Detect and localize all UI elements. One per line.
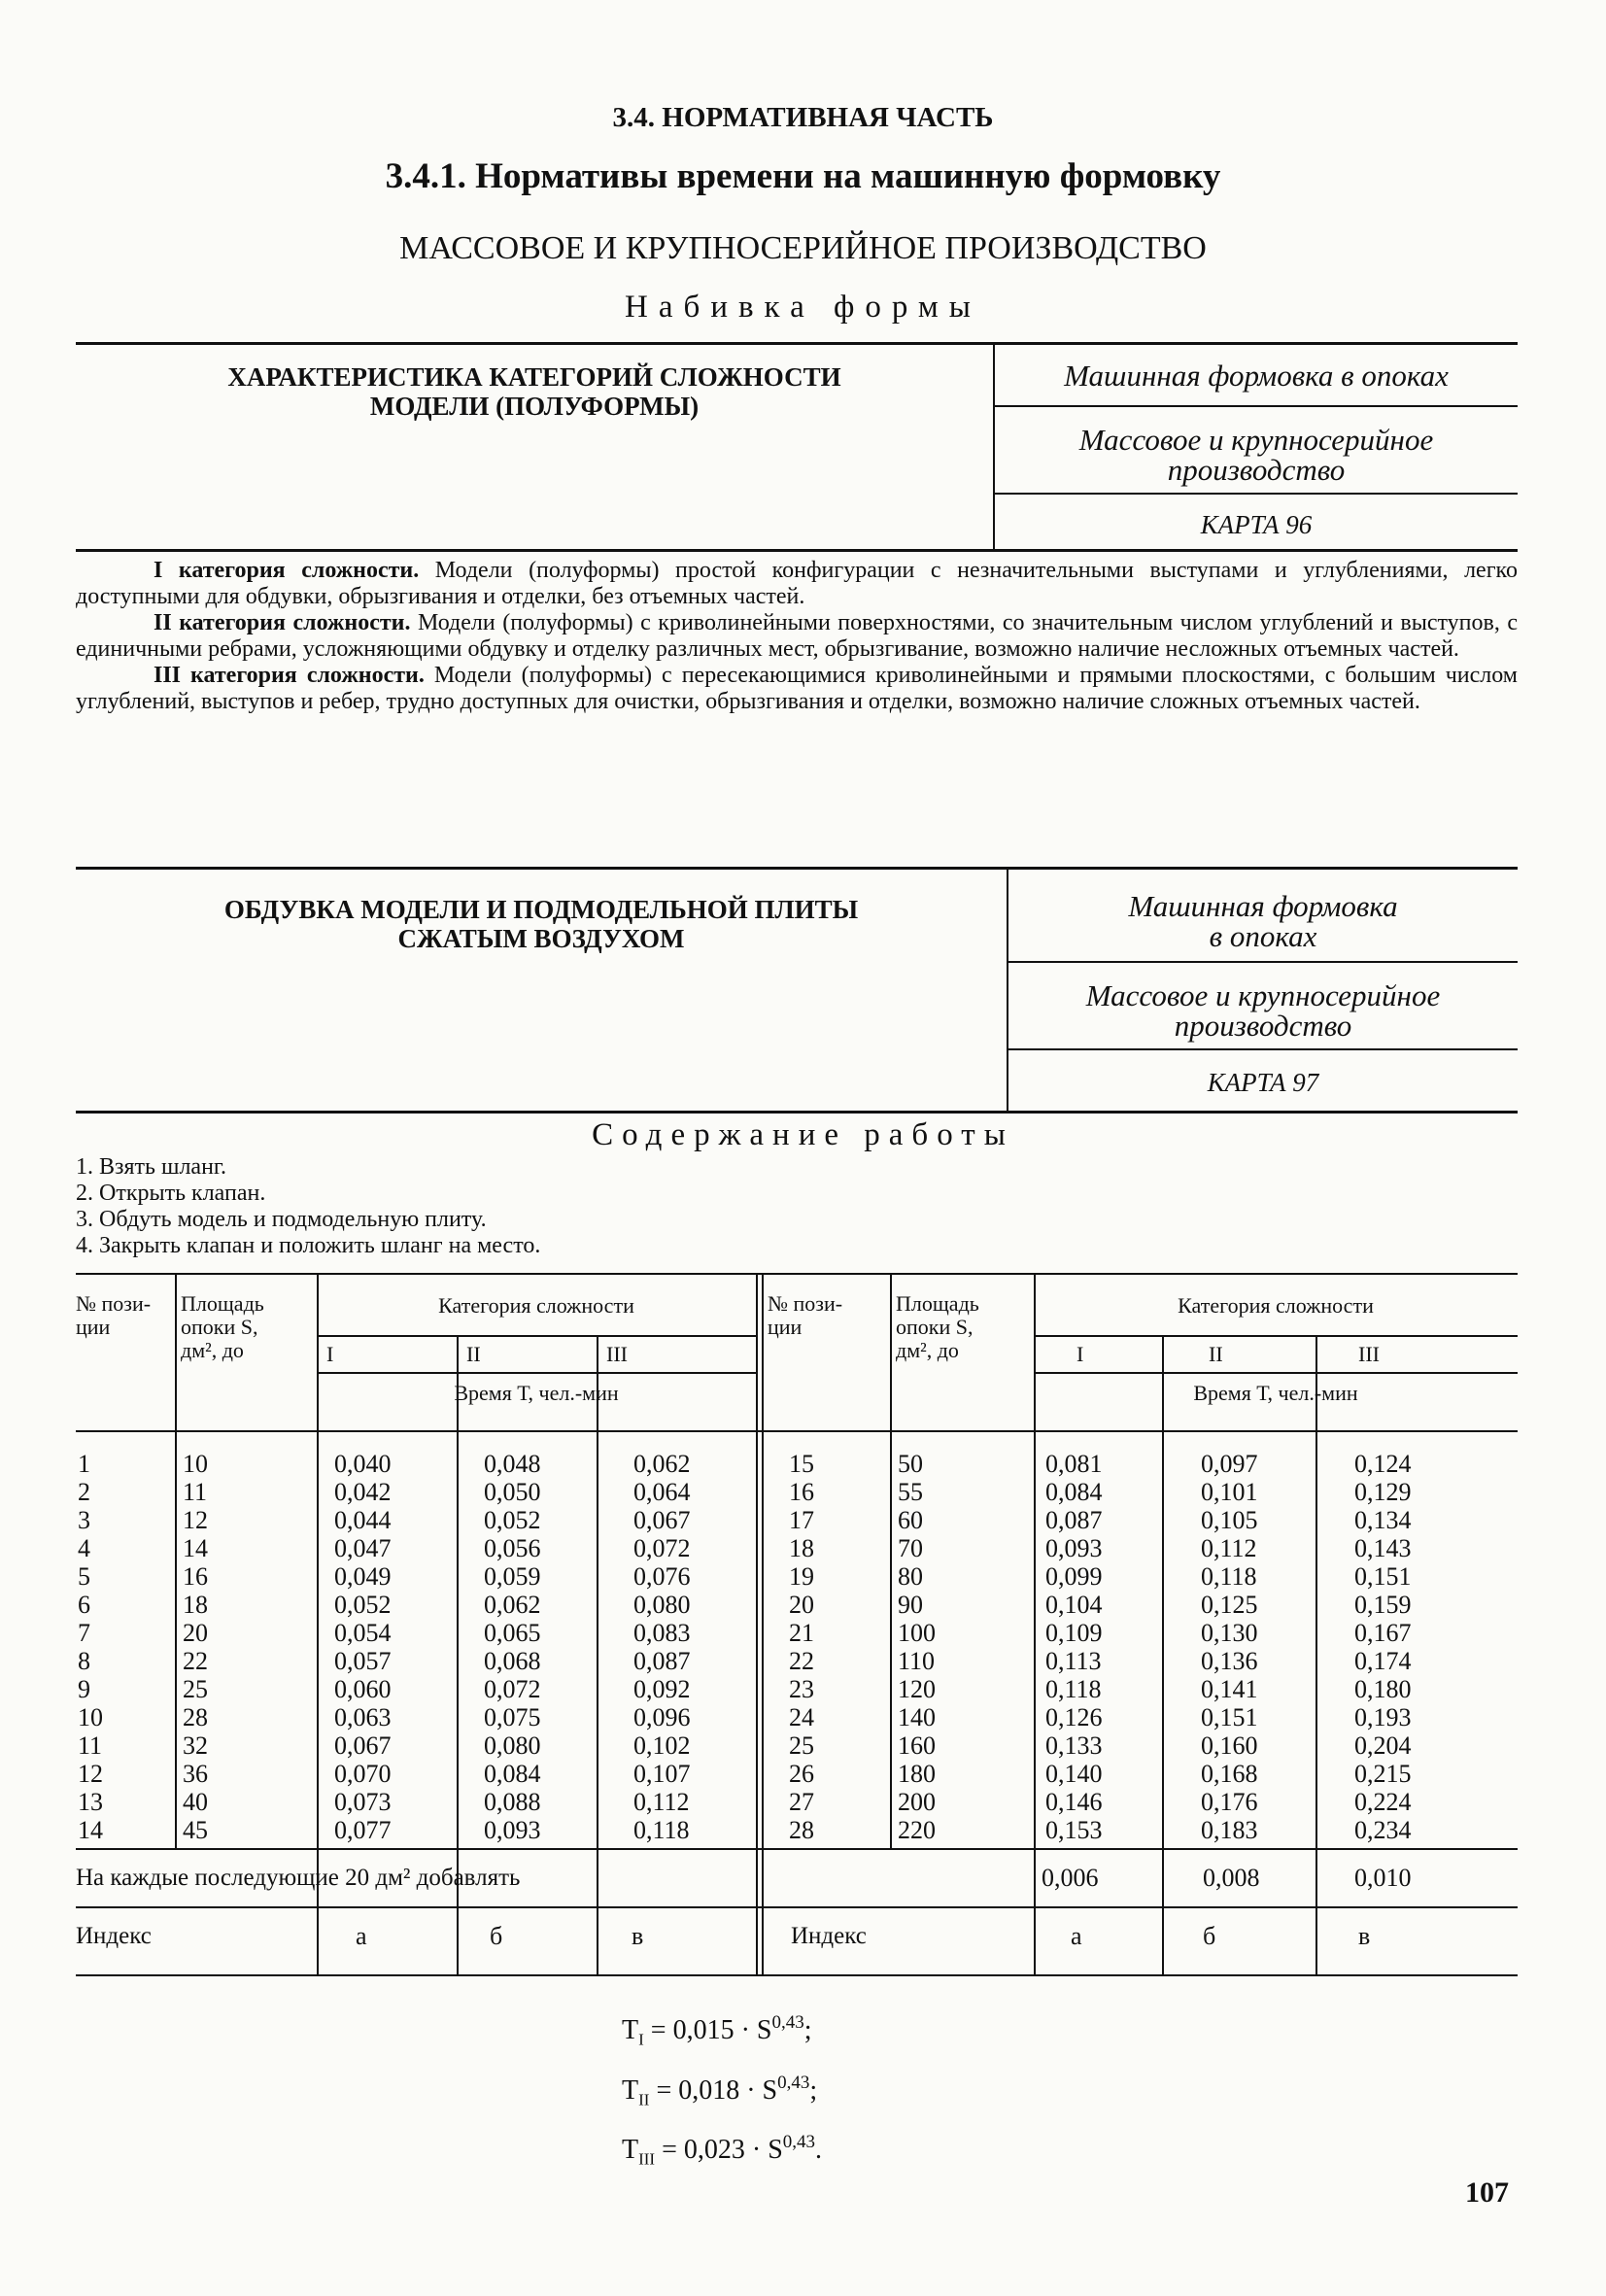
- subsection-heading: 3.4.1. Нормативы времени на машинную формовку: [385, 156, 1221, 196]
- table-cell: 45: [183, 1816, 208, 1844]
- category-2: II категория сложности. Модели (полуформы) с криволинейными поверхностями, со значительным числом углублений и выступов, с единичными ребрами, усложняющими обдувку и отделку различных мест, обрызгивание, возможно наличие несложных отъемных частей.: [76, 610, 1518, 662]
- header-cat-II: II: [1209, 1342, 1223, 1366]
- table-cell: 15: [789, 1450, 814, 1478]
- table-cell: 18: [789, 1534, 814, 1562]
- table-cell: 0,067: [334, 1731, 392, 1760]
- card97-header: [76, 867, 1518, 1114]
- table-cell: 0,096: [633, 1703, 691, 1731]
- table-cell: 220: [898, 1816, 936, 1844]
- table-cell: 0,052: [334, 1591, 392, 1619]
- table-cell: 0,080: [633, 1591, 691, 1619]
- table-cell: 0,097: [1201, 1450, 1258, 1478]
- left-position-column: [78, 1450, 103, 1844]
- right-area-column: [898, 1450, 936, 1844]
- index-label: Индекс: [76, 1923, 152, 1949]
- table-cell: 21: [789, 1619, 814, 1647]
- category-descriptions: [76, 558, 1518, 715]
- table-cell: 0,143: [1354, 1534, 1412, 1562]
- header-cat-I: I: [1076, 1342, 1084, 1366]
- table-cell: 0,118: [1045, 1675, 1102, 1703]
- table-cell: 0,125: [1201, 1591, 1258, 1619]
- table-cell: 0,176: [1201, 1788, 1258, 1816]
- table-cell: 0,056: [484, 1534, 541, 1562]
- table-cell: 0,099: [1045, 1562, 1103, 1591]
- table-cell: 0,040: [334, 1450, 392, 1478]
- increment-value-II: 0,008: [1203, 1864, 1260, 1892]
- table-cell: 20: [183, 1619, 208, 1647]
- card97-production: Массовое и крупносерийное производство: [1008, 980, 1518, 1050]
- header-category: Категория сложности: [1178, 1293, 1374, 1318]
- table-cell: 0,044: [334, 1506, 392, 1534]
- table-cell: 0,134: [1354, 1506, 1412, 1534]
- table-cell: 90: [898, 1591, 923, 1619]
- right-cat-III-column: [1354, 1450, 1412, 1844]
- formula-TII: $T_{II} = 0,018 \cdot S^{0,43}$;: [622, 2072, 818, 2109]
- table-cell: 0,057: [334, 1647, 392, 1675]
- page-number: 107: [1465, 2176, 1509, 2209]
- left-cat-I-column: [334, 1450, 392, 1844]
- card96-label: КАРТА 96: [1200, 510, 1313, 539]
- table-cell: 0,064: [633, 1478, 691, 1506]
- table-cell: 0,193: [1354, 1703, 1412, 1731]
- section-heading: 3.4. НОРМАТИВНАЯ ЧАСТЬ: [612, 102, 994, 133]
- operation-heading: Набивка формы: [625, 290, 981, 325]
- table-cell: 0,180: [1354, 1675, 1412, 1703]
- table-cell: 4: [78, 1534, 90, 1562]
- table-cell: 0,159: [1354, 1591, 1412, 1619]
- table-cell: 0,146: [1045, 1788, 1103, 1816]
- table-cell: 0,102: [633, 1731, 691, 1760]
- formula-TI: $T_I = 0,015 \cdot S^{0,43}$;: [622, 2012, 812, 2049]
- index-value-b: б: [490, 1922, 503, 1950]
- table-cell: 12: [183, 1506, 208, 1534]
- table-cell: 0,167: [1354, 1619, 1412, 1647]
- production-heading: МАССОВОЕ И КРУПНОСЕРИЙНОЕ ПРОИЗВОДСТВО: [399, 230, 1207, 266]
- work-step: 3. Обдуть модель и подмодельную плиту.: [76, 1207, 487, 1232]
- table-cell: 0,160: [1201, 1731, 1258, 1760]
- header-area: Площадь опоки S, дм², до: [896, 1291, 979, 1362]
- table-cell: 0,133: [1045, 1731, 1103, 1760]
- table-cell: 0,070: [334, 1760, 392, 1788]
- card96-method: Машинная формовка в опоках: [995, 360, 1518, 407]
- header-cat-I: I: [326, 1342, 334, 1366]
- table-cell: 0,087: [633, 1647, 691, 1675]
- table-cell: 14: [183, 1534, 208, 1562]
- table-cell: 25: [183, 1675, 208, 1703]
- work-step: 4. Закрыть клапан и положить шланг на место.: [76, 1233, 541, 1258]
- table-cell: 20: [789, 1591, 814, 1619]
- table-cell: 16: [183, 1562, 208, 1591]
- header-cat-III: III: [1358, 1342, 1380, 1366]
- left-cat-III-column: [633, 1450, 691, 1844]
- card96-title: ХАРАКТЕРИСТИКА КАТЕГОРИЙ СЛОЖНОСТИ МОДЕЛИ (ПОЛУФОРМЫ): [227, 362, 841, 421]
- index-value-a: а: [356, 1922, 367, 1950]
- table-cell: 22: [183, 1647, 208, 1675]
- table-cell: 14: [78, 1816, 103, 1844]
- table-cell: 7: [78, 1619, 90, 1647]
- header-time: Время Т, чел.-мин: [454, 1381, 619, 1405]
- table-cell: 0,054: [334, 1619, 392, 1647]
- table-cell: 0,063: [334, 1703, 392, 1731]
- table-cell: 22: [789, 1647, 814, 1675]
- table-cell: 0,105: [1201, 1506, 1258, 1534]
- table-cell: 0,068: [484, 1647, 541, 1675]
- card97-method: Машинная формовка в опоках: [1008, 891, 1518, 963]
- category-1: I категория сложности. Модели (полуформы) простой конфигурации с незначительными выступами и углублениями, легко доступными для обдувки, обрызгивания и отделки, без отъемных частей.: [76, 558, 1518, 609]
- work-content-title: Содержание работы: [592, 1117, 1014, 1152]
- table-cell: 0,126: [1045, 1703, 1103, 1731]
- work-steps: [76, 1154, 540, 1259]
- table-cell: 0,124: [1354, 1450, 1412, 1478]
- table-cell: 40: [183, 1788, 208, 1816]
- table-cell: 8: [78, 1647, 90, 1675]
- formula-TIII: $T_{III} = 0,023 \cdot S^{0,43}$.: [622, 2132, 823, 2169]
- card97-title: ОБДУВКА МОДЕЛИ И ПОДМОДЕЛЬНОЙ ПЛИТЫ СЖАТЫМ ВОЗДУХОМ: [223, 895, 859, 953]
- table-cell: 0,168: [1201, 1760, 1258, 1788]
- header-position: № пози- ции: [768, 1291, 843, 1339]
- header-category: Категория сложности: [438, 1293, 634, 1318]
- table-cell: 0,130: [1201, 1619, 1258, 1647]
- table-cell: 0,153: [1045, 1816, 1103, 1844]
- table-cell: 120: [898, 1675, 936, 1703]
- index-label: Индекс: [791, 1923, 867, 1949]
- table-cell: 0,050: [484, 1478, 541, 1506]
- table-cell: 0,101: [1201, 1478, 1258, 1506]
- table-cell: 10: [78, 1703, 103, 1731]
- table-cell: 3: [78, 1506, 90, 1534]
- table-cell: 11: [78, 1731, 103, 1760]
- table-cell: 0,048: [484, 1450, 541, 1478]
- table-cell: 0,072: [633, 1534, 691, 1562]
- table-cell: 0,093: [1045, 1534, 1103, 1562]
- table-cell: 2: [78, 1478, 90, 1506]
- table-cell: 13: [78, 1788, 103, 1816]
- table-cell: 18: [183, 1591, 208, 1619]
- index-value-a: а: [1071, 1922, 1082, 1950]
- left-area-column: [183, 1450, 208, 1844]
- header-cat-II: II: [466, 1342, 481, 1366]
- right-position-column: [789, 1450, 814, 1844]
- increment-value-I: 0,006: [1042, 1864, 1099, 1892]
- table-cell: 17: [789, 1506, 814, 1534]
- table-cell: 0,062: [484, 1591, 541, 1619]
- table-cell: 36: [183, 1760, 208, 1788]
- index-value-v: в: [632, 1922, 644, 1950]
- table-cell: 0,151: [1201, 1703, 1258, 1731]
- table-cell: 24: [789, 1703, 814, 1731]
- table-cell: 110: [898, 1647, 936, 1675]
- table-cell: 180: [898, 1760, 936, 1788]
- table-cell: 0,174: [1354, 1647, 1412, 1675]
- table-cell: 50: [898, 1450, 923, 1478]
- table-cell: 0,052: [484, 1506, 541, 1534]
- table-cell: 0,087: [1045, 1506, 1103, 1534]
- table-cell: 80: [898, 1562, 923, 1591]
- table-cell: 28: [183, 1703, 208, 1731]
- header-cat-III: III: [606, 1342, 628, 1366]
- table-cell: 19: [789, 1562, 814, 1591]
- table-cell: 0,072: [484, 1675, 541, 1703]
- formulas: [622, 2002, 822, 2181]
- card97-label: КАРТА 97: [1207, 1068, 1319, 1097]
- header-time: Время Т, чел.-мин: [1193, 1381, 1358, 1405]
- table-cell: 1: [78, 1450, 90, 1478]
- table-cell: 10: [183, 1450, 208, 1478]
- left-cat-II-column: [484, 1450, 541, 1844]
- table-cell: 60: [898, 1506, 923, 1534]
- table-cell: 9: [78, 1675, 90, 1703]
- table-cell: 0,060: [334, 1675, 392, 1703]
- category-3: III категория сложности. Модели (полуформы) с пересекающимися криволинейными и прямыми плоскостями, с большим числом углублений, выступов и ребер, трудно доступных для очистки, обрызгивания и отделки, возможно наличие сложных отъемных частей.: [76, 663, 1518, 714]
- table-cell: 0,183: [1201, 1816, 1258, 1844]
- table-cell: 0,234: [1354, 1816, 1412, 1844]
- table-cell: 6: [78, 1591, 90, 1619]
- table-cell: 32: [183, 1731, 208, 1760]
- table-cell: 0,059: [484, 1562, 541, 1591]
- time-norm-table: [76, 1273, 1518, 1976]
- table-cell: 0,113: [1045, 1647, 1102, 1675]
- table-cell: 55: [898, 1478, 923, 1506]
- table-cell: 0,042: [334, 1478, 392, 1506]
- table-cell: 200: [898, 1788, 936, 1816]
- index-value-b: б: [1203, 1922, 1216, 1950]
- table-cell: 0,067: [633, 1506, 691, 1534]
- table-cell: 140: [898, 1703, 936, 1731]
- table-cell: 0,109: [1045, 1619, 1103, 1647]
- table-cell: 0,065: [484, 1619, 541, 1647]
- table-cell: 25: [789, 1731, 814, 1760]
- right-cat-I-column: [1045, 1450, 1103, 1844]
- table-cell: 0,112: [633, 1788, 690, 1816]
- right-cat-II-column: [1201, 1450, 1258, 1844]
- table-cell: 0,118: [1201, 1562, 1257, 1591]
- table-cell: 0,140: [1045, 1760, 1103, 1788]
- increment-label: На каждые последующие 20 дм² добавлять: [76, 1865, 521, 1891]
- table-cell: 0,076: [633, 1562, 691, 1591]
- table-cell: 0,062: [633, 1450, 691, 1478]
- table-cell: 16: [789, 1478, 814, 1506]
- table-cell: 0,081: [1045, 1450, 1103, 1478]
- table-cell: 0,112: [1201, 1534, 1257, 1562]
- table-cell: 0,224: [1354, 1788, 1412, 1816]
- table-cell: 0,151: [1354, 1562, 1412, 1591]
- table-cell: 0,073: [334, 1788, 392, 1816]
- table-cell: 0,092: [633, 1675, 691, 1703]
- table-cell: 0,049: [334, 1562, 392, 1591]
- table-cell: 160: [898, 1731, 936, 1760]
- index-value-v: в: [1358, 1922, 1371, 1950]
- table-cell: 5: [78, 1562, 90, 1591]
- table-cell: 28: [789, 1816, 814, 1844]
- table-cell: 0,083: [633, 1619, 691, 1647]
- card96-production: Массовое и крупносерийное производство: [995, 425, 1518, 495]
- header-area: Площадь опоки S, дм², до: [181, 1291, 264, 1362]
- table-cell: 0,136: [1201, 1647, 1258, 1675]
- table-cell: 26: [789, 1760, 814, 1788]
- table-cell: 12: [78, 1760, 103, 1788]
- table-cell: 0,077: [334, 1816, 392, 1844]
- table-cell: 0,088: [484, 1788, 541, 1816]
- table-cell: 23: [789, 1675, 814, 1703]
- table-cell: 0,104: [1045, 1591, 1103, 1619]
- table-cell: 0,093: [484, 1816, 541, 1844]
- header-position: № пози- ции: [76, 1291, 152, 1339]
- work-step: 1. Взять шланг.: [76, 1154, 227, 1180]
- table-cell: 0,084: [1045, 1478, 1103, 1506]
- table-cell: 11: [183, 1478, 208, 1506]
- card96-header: [76, 342, 1518, 552]
- table-cell: 100: [898, 1619, 936, 1647]
- table-cell: 27: [789, 1788, 814, 1816]
- table-cell: 0,215: [1354, 1760, 1412, 1788]
- table-cell: 0,129: [1354, 1478, 1412, 1506]
- table-cell: 0,075: [484, 1703, 541, 1731]
- table-cell: 70: [898, 1534, 923, 1562]
- table-cell: 0,047: [334, 1534, 392, 1562]
- table-cell: 0,204: [1354, 1731, 1412, 1760]
- table-cell: 0,080: [484, 1731, 541, 1760]
- table-cell: 0,084: [484, 1760, 541, 1788]
- increment-value-III: 0,010: [1354, 1864, 1412, 1892]
- table-cell: 0,107: [633, 1760, 691, 1788]
- table-cell: 0,118: [633, 1816, 690, 1844]
- work-step: 2. Открыть клапан.: [76, 1181, 266, 1206]
- table-cell: 0,141: [1201, 1675, 1258, 1703]
